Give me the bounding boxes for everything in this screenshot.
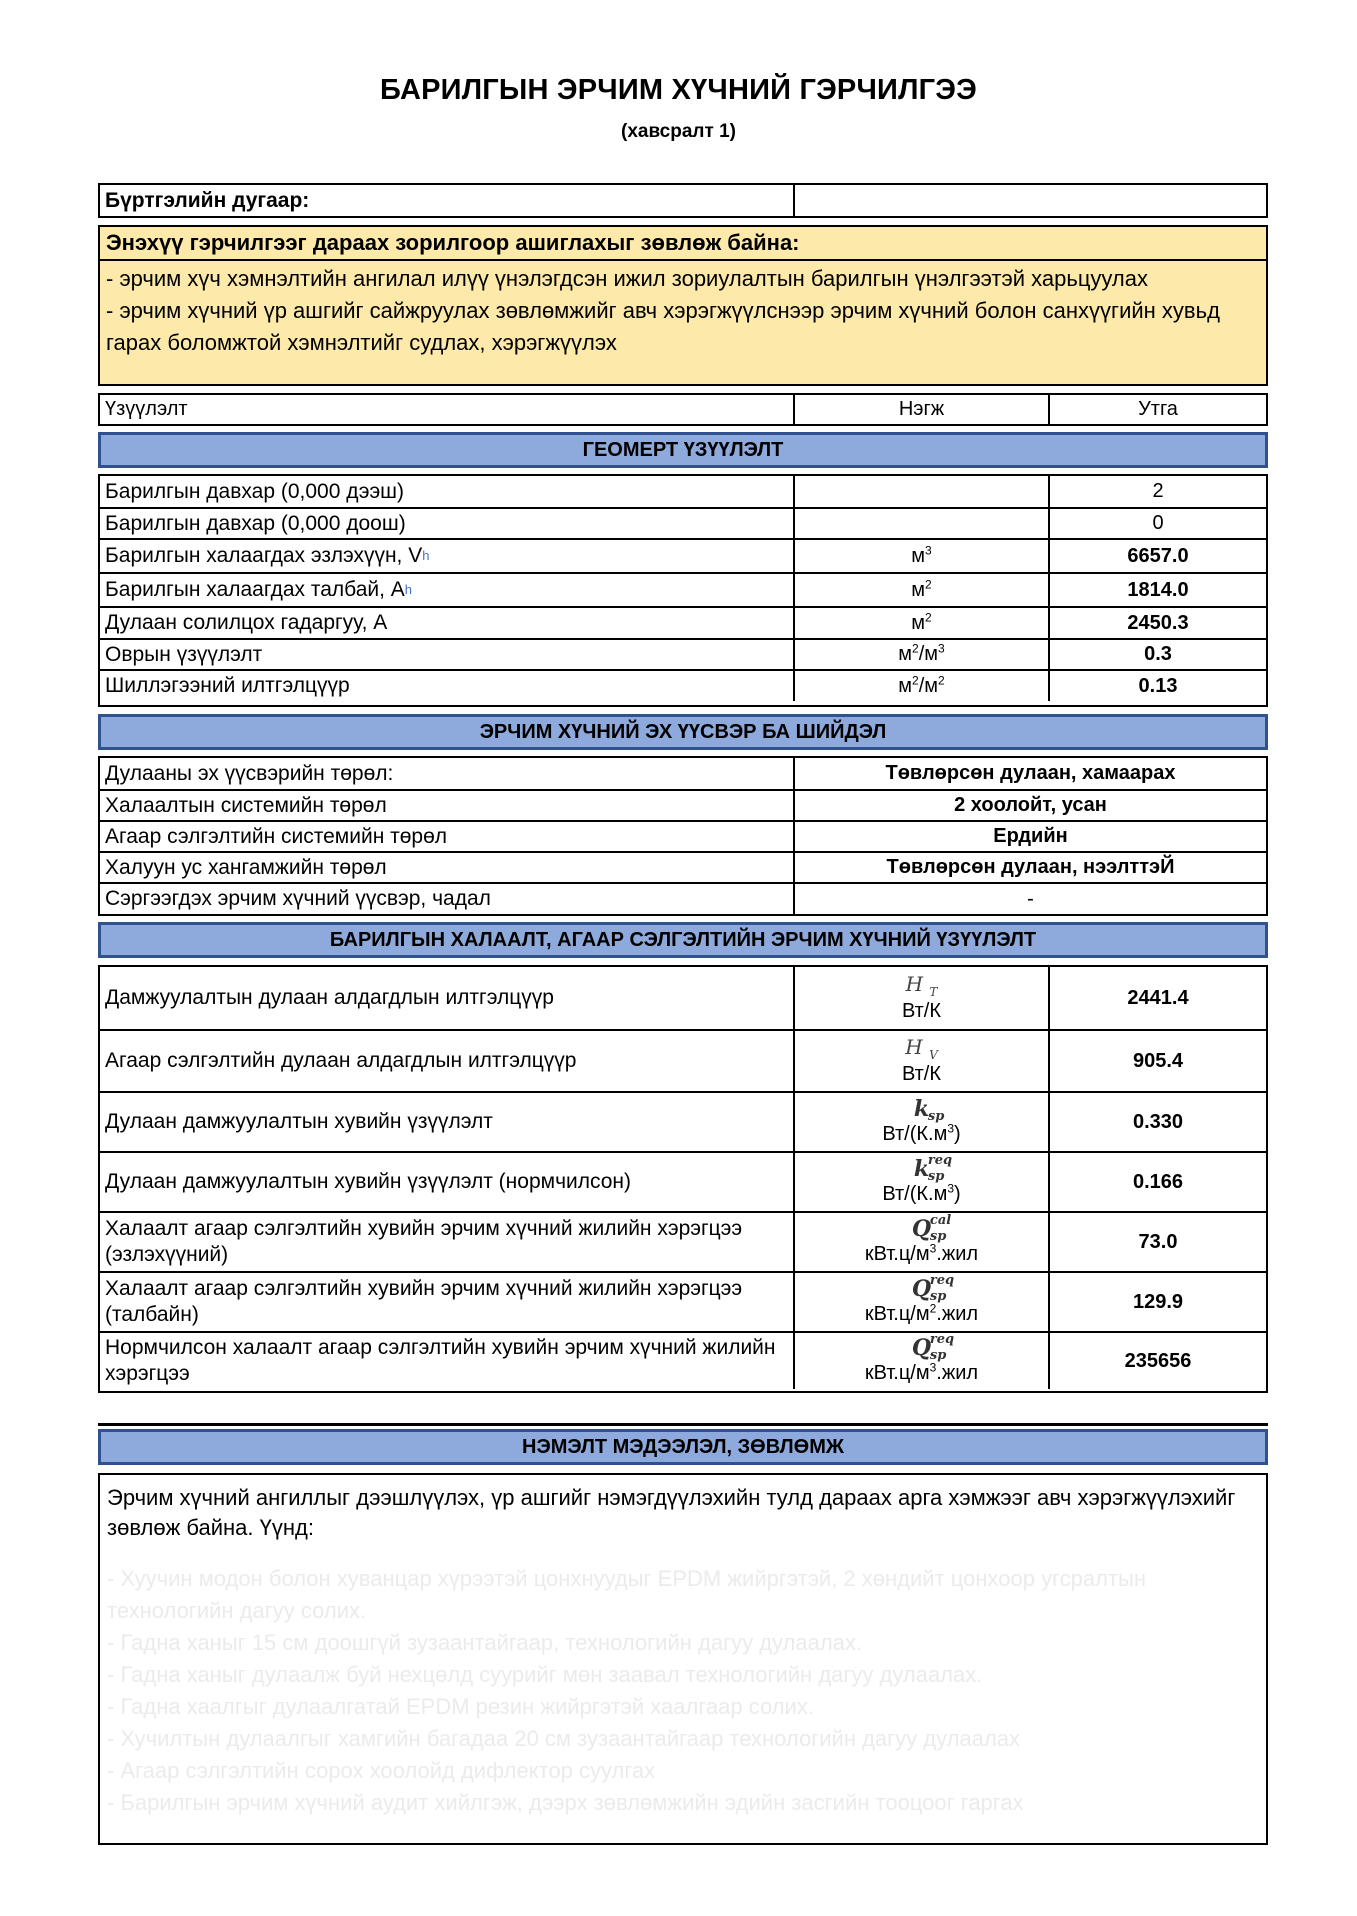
- header-indicator: Үзүүлэлт: [100, 395, 795, 424]
- row-value: Ердийн: [993, 825, 1068, 847]
- row-value: 0: [1152, 512, 1164, 534]
- row-label: Оврын үзүүлэлт: [100, 640, 795, 669]
- row-unit: k sp $Вт/(К.м^3)$: [795, 1093, 1050, 1151]
- list-item: - Хуучин модон болон хуванцар хүрээтэй цонхнуудыг EPDM жийргэтэй, 2 хөндийт цонхоор угсралтын технологийн дагуу солих.: [107, 1566, 1146, 1623]
- row-unit: Q sp cal $кВт.ц/м^3.жил$: [795, 1213, 1050, 1271]
- row-unit: Q sp req $кВт.ц/м^2.жил$: [795, 1273, 1050, 1331]
- row-label: Халаалт агаар сэлгэлтийн хувийн эрчим хүчний жилийн хэрэгцээ (эзлэхүүний): [100, 1213, 795, 1271]
- row-value: Төвлөрсөн дулаан, хамаарах: [885, 762, 1176, 784]
- energy-table: [98, 756, 1268, 916]
- row-unit: $м^2$: [795, 574, 1050, 606]
- row-unit: $м^2/м^3$: [795, 640, 1050, 669]
- row-unit: $м^2$: [795, 608, 1050, 638]
- row-label: Халаалтын системийн төрөл: [100, 791, 795, 820]
- table-row: [100, 1271, 1266, 1331]
- row-unit: [795, 509, 1050, 538]
- row-label: Шиллэгээний илтгэлцүүр: [100, 671, 795, 701]
- page-title: БАРИЛГЫН ЭРЧИМ ХҮЧНИЙ ГЭРЧИЛГЭЭ: [380, 74, 977, 106]
- table-header: [98, 393, 1268, 426]
- symbol-q-req-norm: Q sp req: [911, 1332, 955, 1363]
- row-label: Сэргээгдэх эрчим хүчний үүсвэр, чадал: [100, 884, 795, 914]
- geometry-table: [98, 474, 1268, 707]
- row-value: 6657.0: [1127, 544, 1189, 567]
- row-unit: Q sp req $кВт.ц/м^3.жил$: [795, 1333, 1050, 1389]
- row-label: Барилгын давхар (0,000 доош): [100, 509, 795, 538]
- symbol-q-cal: Q sp cal: [911, 1213, 952, 1244]
- row-value: 0.166: [1132, 1170, 1184, 1193]
- section-performance: БАРИЛГЫН ХАЛААЛТ, АГААР СЭЛГЭЛТИЙН ЭРЧИМ ХҮЧНИЙ ҮЗҮҮЛЭЛТ: [98, 922, 1268, 958]
- table-row: [100, 967, 1266, 1029]
- table-row: [100, 606, 1266, 638]
- list-item: - Агаар сэлгэлтийн сорох хоолойд дифлектор суулгах: [107, 1758, 656, 1783]
- symbol-ht: H $_T$: [905, 972, 938, 999]
- row-value: 129.9: [1132, 1290, 1184, 1313]
- row-label: Дулаан дамжуулалтын хувийн үзүүлэлт (нормчилсон): [100, 1153, 795, 1211]
- row-value: 905.4: [1132, 1049, 1184, 1072]
- registration-label: Бүртгэлийн дугаар:: [100, 185, 795, 216]
- symbol-ksp: k sp: [913, 1096, 945, 1124]
- section-divider: [98, 1423, 1268, 1426]
- notes-intro: Эрчим хүчний ангиллыг дээшлүүлэх, үр ашгийг нэмэгдүүлэхийн тулд дараах арга хэмжээг авч хэрэгжүүлэхийг зөвлөж байна. Үүнд:: [107, 1485, 1236, 1540]
- notes-list: [107, 1563, 1259, 1819]
- page-subtitle: (хавсралт 1): [621, 121, 736, 142]
- table-row: [100, 669, 1266, 701]
- row-unit: [795, 476, 1050, 507]
- row-unit: k sp req $Вт/(К.м^3)$: [795, 1153, 1050, 1211]
- table-row: [100, 758, 1266, 789]
- row-value: 235656: [1124, 1349, 1192, 1372]
- section-notes: НЭМЭЛТ МЭДЭЭЛЭЛ, ЗӨВЛӨМЖ: [98, 1429, 1268, 1465]
- table-row: [100, 882, 1266, 914]
- row-value: 2: [1152, 480, 1164, 502]
- table-row: [100, 820, 1266, 851]
- row-value: 0.13: [1138, 674, 1178, 697]
- advice-box: [98, 225, 1268, 386]
- table-row: [100, 538, 1266, 572]
- row-label: Дамжуулалтын дулаан алдагдлын илтгэлцүүр: [100, 967, 795, 1029]
- list-item: - Хучилтын дулаалгыг хамгийн багадаа 20 см зузаантайгаар технологийн дагуу дулаалах: [107, 1726, 1021, 1751]
- row-label: Халаалт агаар сэлгэлтийн хувийн эрчим хүчний жилийн хэрэгцээ (талбайн): [100, 1273, 795, 1331]
- row-unit: H $_T$ Вт/К: [795, 967, 1050, 1029]
- list-item: - Гадна ханыг 15 см доошгүй зузаантайгаар, технологийн дагуу дулаалах.: [107, 1630, 863, 1655]
- registration-box: [98, 183, 1268, 218]
- table-row: [100, 1331, 1266, 1389]
- symbol-ksp-req: k sp req: [913, 1153, 953, 1184]
- list-item: - Гадна хаалгыг дулаалгатай EPDM резин жийргэтэй хаалгаар солих.: [107, 1694, 814, 1719]
- row-value: 2 хоолойт, усан: [954, 794, 1107, 816]
- row-unit: $м^3$: [795, 540, 1050, 572]
- table-row: [100, 789, 1266, 820]
- advice-line-2: - эрчим хүчний үр ашгийг сайжруулах зөвлөмжийг авч хэрэгжүүлснээр эрчим хүчний болон санхүүгийн хувьд гарах боломжтой хэмнэлтийг судлах, хэрэгжүүлэх: [106, 298, 1220, 355]
- registration-value[interactable]: [795, 185, 1266, 216]
- list-item: - Барилгын эрчим хүчний аудит хийлгэж, дээрх зөвлөмжийн эдийн засгийн тооцоог гаргах: [107, 1790, 1024, 1815]
- row-value: Төвлөрсөн дулаан, нээлттэЙ: [886, 856, 1175, 878]
- header-unit: Нэгж: [795, 395, 1050, 424]
- row-value: -: [1027, 887, 1034, 910]
- row-label: Дулаан солилцох гадаргуу, A: [100, 608, 795, 638]
- row-label: Барилгын халаагдах эзлэхүүн, V h: [100, 540, 795, 572]
- row-label: Дулаан дамжуулалтын хувийн үзүүлэлт: [100, 1093, 795, 1151]
- table-row: [100, 507, 1266, 538]
- row-value: 1814.0: [1127, 578, 1189, 601]
- table-row: [100, 476, 1266, 507]
- header-value: Утга: [1138, 398, 1178, 420]
- list-item: - Гадна ханыг дулаалж буй нехцөлд суурийг мөн заавал технологийн дагуу дулаалах.: [107, 1662, 983, 1687]
- advice-heading: Энэхүү гэрчилгээг дараах зорилгоор ашиглахыг зөвлөж байна:: [100, 227, 1266, 261]
- table-row: [100, 638, 1266, 669]
- symbol-hv: H $_V$: [905, 1035, 938, 1062]
- row-label: Барилгын давхар (0,000 дээш): [100, 476, 795, 507]
- section-geometry: ГЕОМЕРТ ҮЗҮҮЛЭЛТ: [98, 432, 1268, 468]
- table-row: [100, 1151, 1266, 1211]
- row-value: 2450.3: [1127, 611, 1189, 634]
- row-unit: $м^2/м^2$: [795, 671, 1050, 701]
- performance-table: [98, 965, 1268, 1393]
- symbol-q-req-area: Q sp req: [911, 1273, 955, 1304]
- table-row: [100, 572, 1266, 606]
- table-row: [100, 1091, 1266, 1151]
- row-value: 0.330: [1132, 1110, 1184, 1133]
- row-unit: H $_V$ Вт/К: [795, 1031, 1050, 1091]
- row-label: Агаар сэлгэлтийн дулаан алдагдлын илтгэлцүүр: [100, 1031, 795, 1091]
- row-value: 2441.4: [1127, 986, 1189, 1009]
- section-energy-source: ЭРЧИМ ХҮЧНИЙ ЭХ ҮҮСВЭР БА ШИЙДЭЛ: [98, 714, 1268, 750]
- row-label: Барилгын халаагдах талбай, A h: [100, 574, 795, 606]
- advice-line-1: - эрчим хүч хэмнэлтийн ангилал илүү үнэлэгдсэн ижил зориулалтын барилгын үнэлгээтэй харьцуулах: [106, 266, 1149, 291]
- row-label: Нормчилсон халаалт агаар сэлгэлтийн хувийн эрчим хүчний жилийн хэрэгцээ: [100, 1333, 795, 1389]
- row-label: Агаар сэлгэлтийн системийн төрөл: [100, 822, 795, 851]
- row-label: Дулааны эх үүсвэрийн төрөл:: [100, 758, 795, 789]
- row-label: Халуун ус хангамжийн төрөл: [100, 853, 795, 882]
- notes-box: [98, 1473, 1268, 1845]
- table-row: [100, 1029, 1266, 1091]
- row-value: 0.3: [1144, 643, 1172, 665]
- table-row: [100, 851, 1266, 882]
- table-row: [100, 1211, 1266, 1271]
- row-value: 73.0: [1138, 1230, 1178, 1253]
